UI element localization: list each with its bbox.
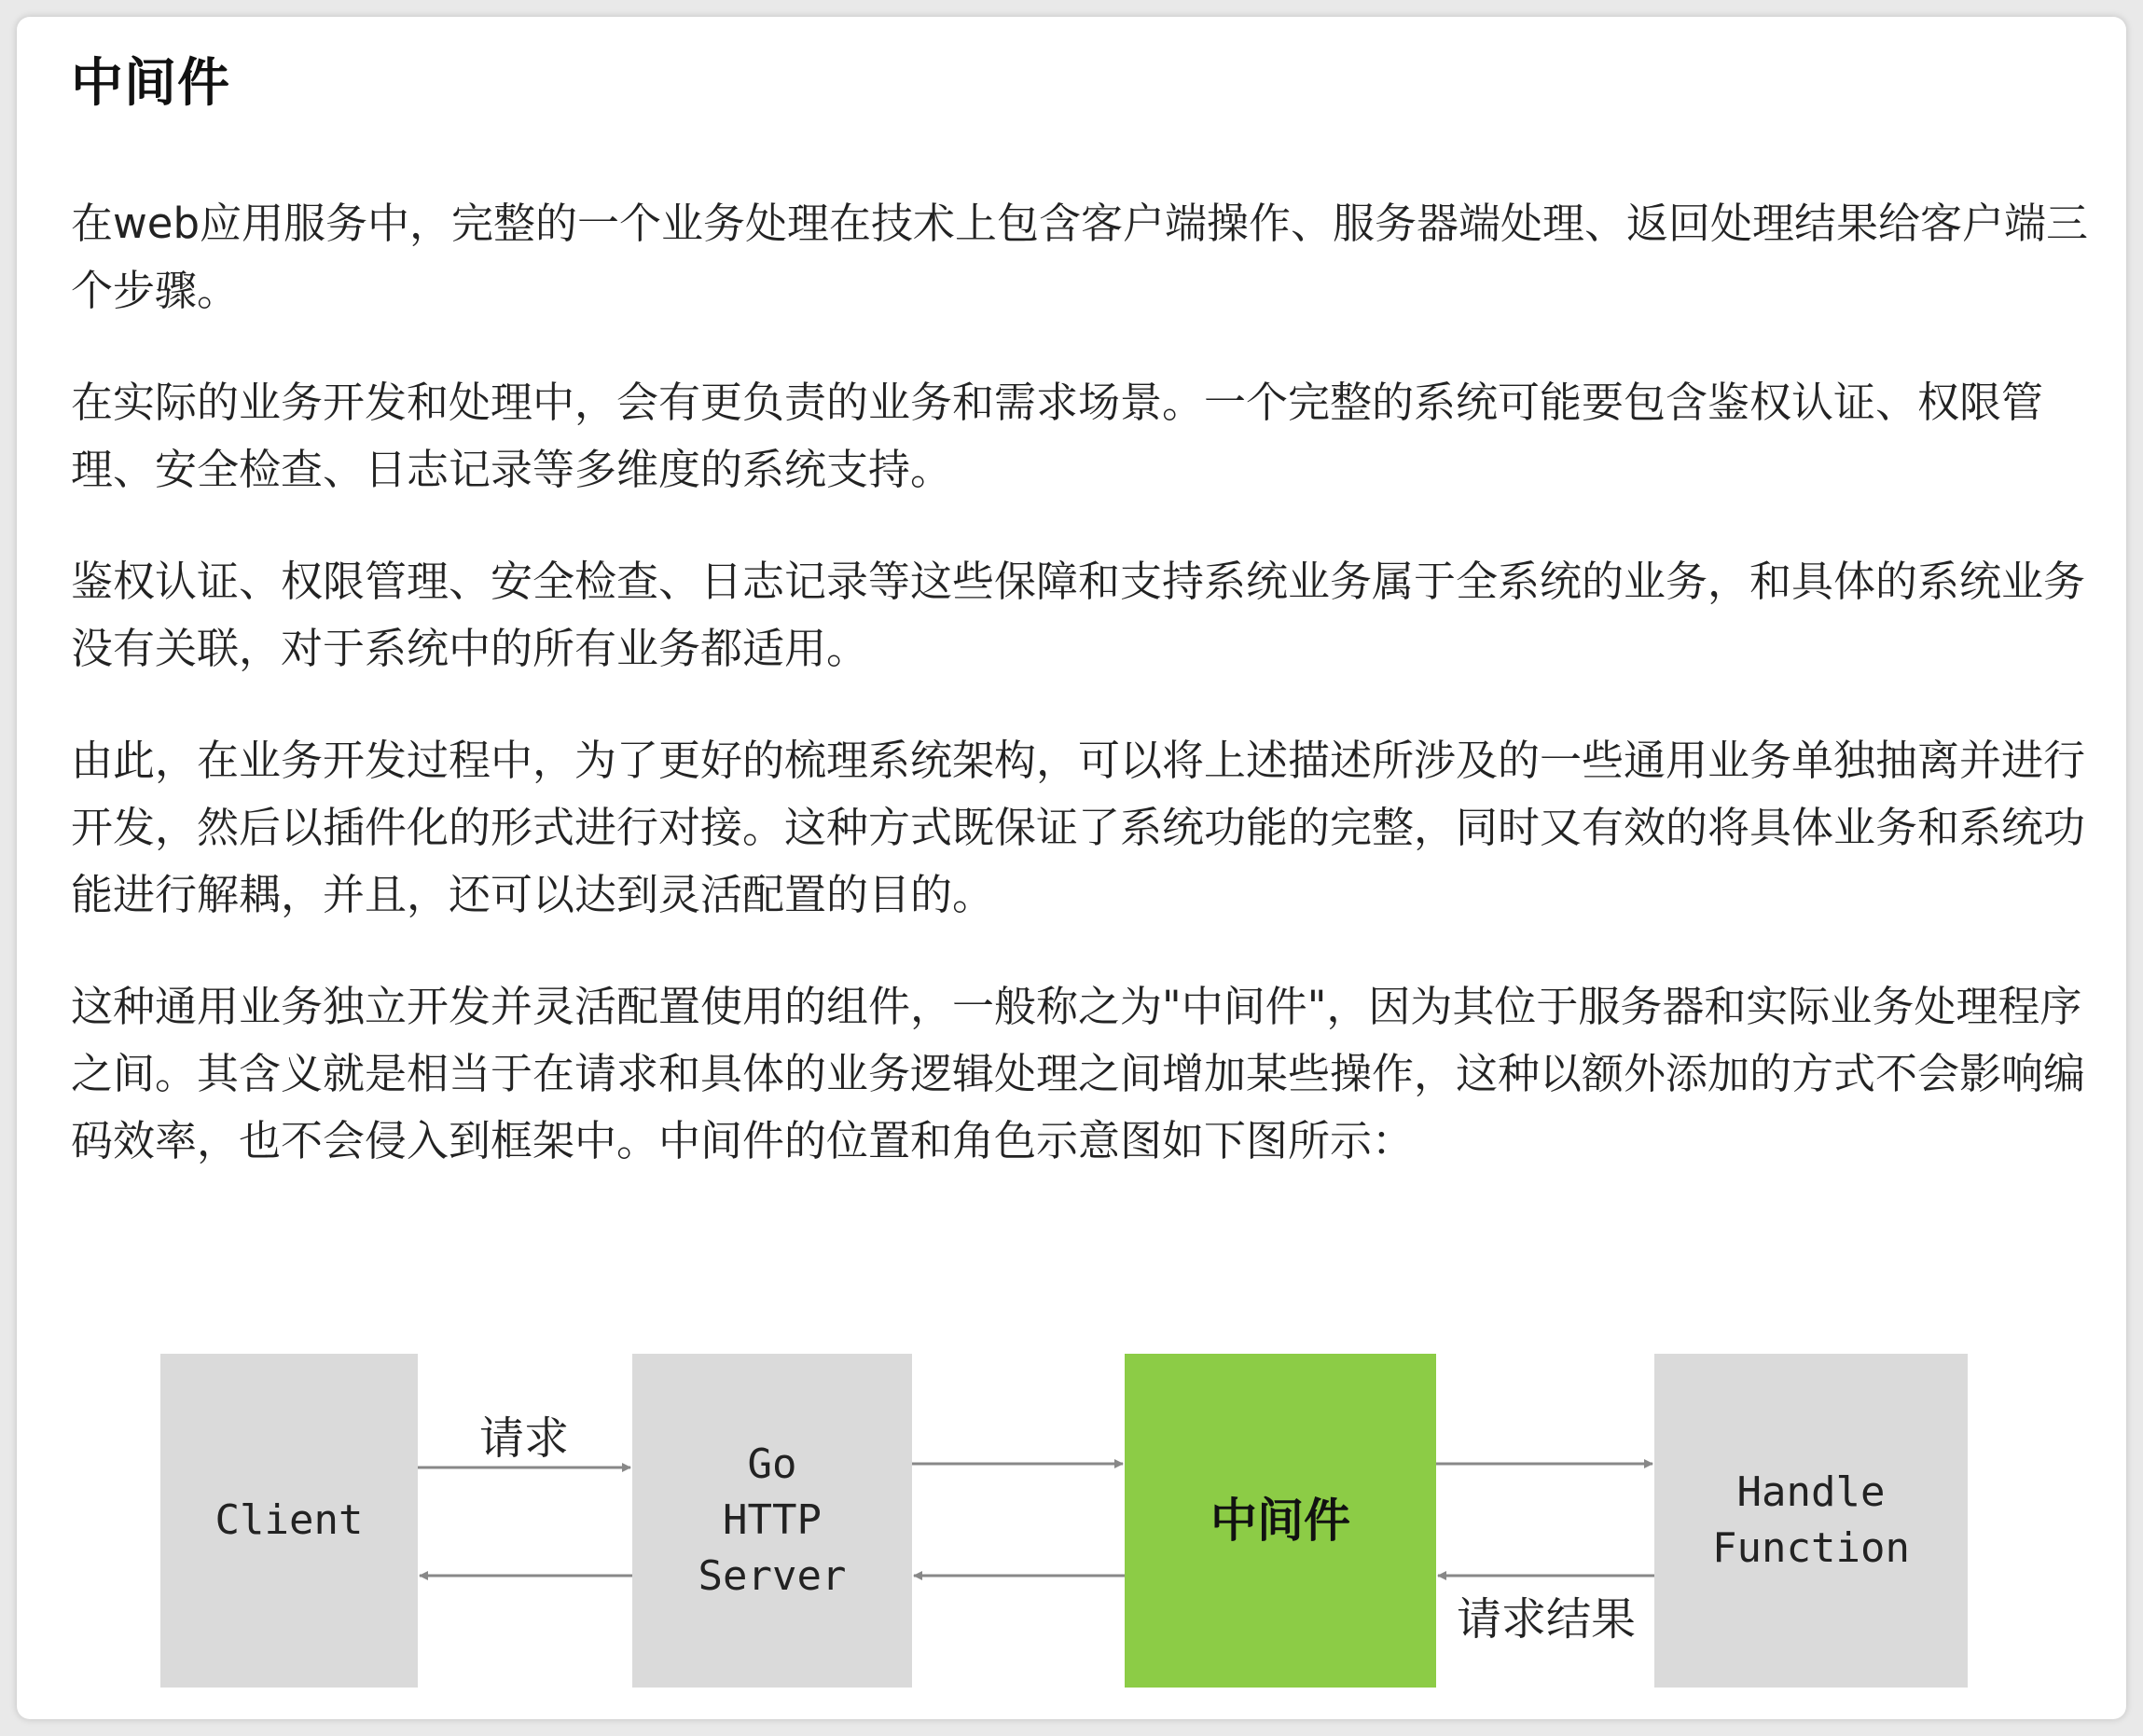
server-label-line-2: HTTP [723,1496,822,1544]
request-label: 请求 [479,1412,570,1465]
section-title: 中间件 [71,53,230,114]
server-label-line-1: Go [747,1440,797,1488]
paragraph-3: 鉴权认证、权限管理、安全检查、日志记录等这些保障和支持系统业务属于全系统的业务，和具体的系统业务没有关联，对于系统中的所有业务都适用。 [71,557,2086,673]
paragraph-1: 在web应用服务中，完整的一个业务处理在技术上包含客户端操作、服务器端处理、返回处理结果给客户端三个步骤。 [71,199,2089,315]
server-label-line-3: Server [698,1552,847,1600]
handle-function-box [1654,1354,1968,1688]
middleware-box [1125,1354,1436,1688]
paragraph-2: 在实际的业务开发和处理中，会有更负责的业务和需求场景。一个完整的系统可能要包含鉴权认证、权限管理、安全检查、日志记录等多维度的系统支持。 [71,378,2044,494]
client-box [160,1354,418,1688]
paragraph-4: 由此，在业务开发过程中，为了更好的梳理系统架构，可以将上述描述所涉及的一些通用业务单独抽离并进行开发，然后以插件化的形式进行对接。这种方式既保证了系统功能的完整，同时又有效的将具体业务和系统功能进行解耦，并且，还可以达到灵活配置的目的。 [71,736,2086,919]
client-label: Client [214,1496,364,1544]
middleware-label: 中间件 [1210,1494,1350,1548]
article-card [17,17,2126,1719]
paragraph-5: 这种通用业务独立开发并灵活配置使用的组件，一般称之为"中间件"，因为其位于服务器和实际业务处理程序之间。其含义就是相当于在请求和具体的业务逻辑处理之间增加某些操作，这种以额外添加的方式不会影响编码效率，也不会侵入到框架中。中间件的位置和角色示意图如下图所示： [71,982,2086,1165]
handle-label-line-1: Handle [1736,1468,1886,1516]
handle-label-line-2: Function [1712,1524,1910,1572]
go-http-server-box [632,1354,912,1688]
middleware-diagram [17,17,2126,1719]
request-result-label: 请求结果 [1457,1593,1637,1646]
